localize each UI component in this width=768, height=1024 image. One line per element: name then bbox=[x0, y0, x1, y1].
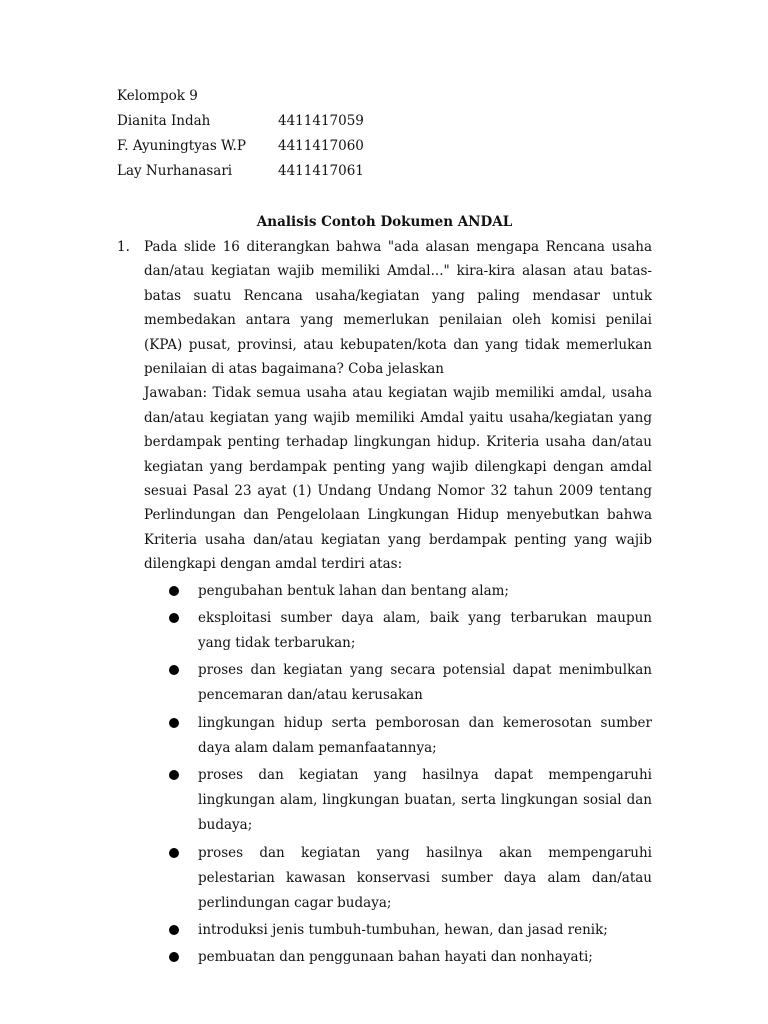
member-row bbox=[117, 159, 364, 184]
bullet-icon bbox=[169, 613, 179, 623]
list-item bbox=[117, 763, 652, 838]
list-item bbox=[117, 918, 652, 943]
list-item-text: proses dan kegiatan yang hasilnya akan mempengaruhi pelestarian kawasan konservasi sumber daya alam dan/atau perlindungan cagar budaya; bbox=[198, 844, 652, 911]
criteria-list bbox=[117, 579, 652, 971]
member-id: 4411417061 bbox=[278, 163, 364, 179]
document-body bbox=[117, 235, 652, 973]
list-item-text: introduksi jenis tumbuh-tumbuhan, hewan, dan jasad renik; bbox=[198, 922, 608, 939]
list-item-text: lingkungan hidup serta pemborosan dan kemerosotan sumber daya alam dalam pemanfaatannya; bbox=[198, 714, 652, 756]
member-row bbox=[117, 134, 364, 159]
list-item bbox=[117, 711, 652, 761]
list-item bbox=[117, 579, 652, 604]
group-name: Kelompok 9 bbox=[117, 88, 198, 104]
list-item-text: proses dan kegiatan yang secara potensial dapat menimbulkan pencemaran dan/atau kerusakan bbox=[198, 662, 652, 704]
list-item-text: proses dan kegiatan yang hasilnya dapat mempengaruhi lingkungan alam, lingkungan buatan, serta lingkungan sosial dan budaya; bbox=[198, 767, 652, 834]
member-name: F. Ayuningtyas W.P bbox=[117, 138, 246, 154]
bullet-icon bbox=[169, 718, 179, 728]
list-item bbox=[117, 606, 652, 656]
list-item-text: eksploitasi sumber daya alam, baik yang terbarukan maupun yang tidak terbarukan; bbox=[198, 610, 652, 652]
question-content bbox=[144, 235, 652, 973]
member-name: Lay Nurhanasari bbox=[117, 163, 233, 179]
document-title: Analisis Contoh Dokumen ANDAL bbox=[256, 214, 513, 230]
bullet-icon bbox=[169, 925, 179, 935]
member-id: 4411417060 bbox=[278, 138, 364, 154]
list-item bbox=[117, 841, 652, 916]
bullet-icon bbox=[169, 952, 179, 962]
member-row bbox=[117, 109, 364, 134]
member-id: 4411417059 bbox=[278, 113, 364, 129]
question-text: Pada slide 16 diterangkan bahwa "ada alasan mengapa Rencana usaha dan/atau kegiatan wajib memiliki Amdal..." kira-kira alasan atau batas-batas suatu Rencana usaha/kegiatan yang paling mendasar untuk membedakan antara yang memerlukan penilaian oleh komisi penilai (KPA) pusat, provinsi, atau kebupaten/kota dan yang tidak memerlukan penilaian di atas bagaimana? Coba jelaskan bbox=[144, 239, 652, 378]
bullet-icon bbox=[169, 848, 179, 858]
list-item-text: pengubahan bentuk lahan dan bentang alam; bbox=[198, 582, 509, 599]
question-number: 1. bbox=[117, 239, 130, 255]
question-item bbox=[117, 235, 652, 973]
bullet-icon bbox=[169, 665, 179, 675]
list-item bbox=[117, 658, 652, 708]
bullet-icon bbox=[169, 586, 179, 596]
bullet-icon bbox=[169, 770, 179, 780]
list-item bbox=[117, 945, 652, 970]
member-name: Dianita Indah bbox=[117, 113, 211, 129]
list-item-text: pembuatan dan penggunaan bahan hayati dan nonhayati; bbox=[198, 949, 593, 966]
answer-text: Jawaban: Tidak semua usaha atau kegiatan wajib memiliki amdal, usaha dan/atau kegiatan yang wajib memiliki Amdal yaitu usaha/kegiatan yang berdampak penting terhadap lingkungan hidup. Kriteria usaha dan/atau kegiatan yang berdampak penting yang wajib dilengkapi dengan amdal sesuai Pasal 23 ayat (1) Undang Undang Nomor 32 tahun 2009 tentang Perlindungan dan Pengelolaan Lingkungan Hidup menyebutkan bahwa Kriteria usaha dan/atau kegiatan yang berdampak penting yang wajib dilengkapi dengan amdal terdiri atas: bbox=[144, 385, 652, 573]
group-header bbox=[117, 84, 364, 184]
